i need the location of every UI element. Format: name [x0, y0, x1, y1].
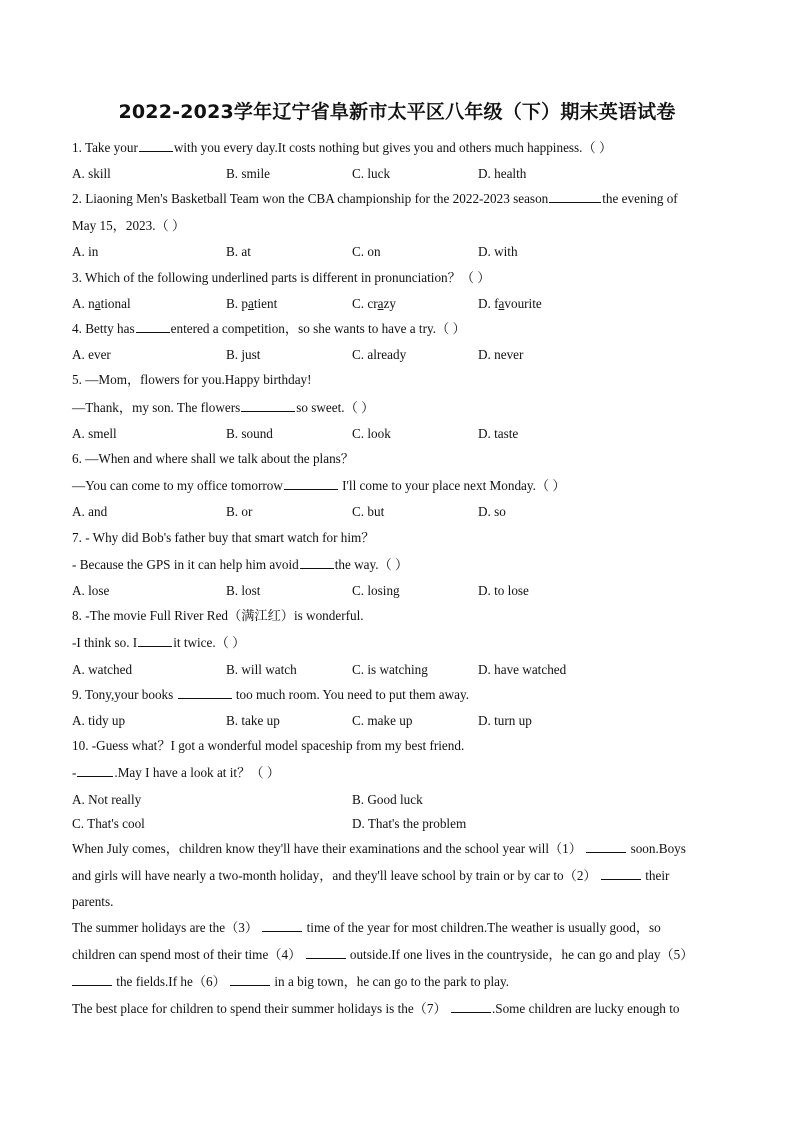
question-text: 4. Betty has: [72, 321, 135, 336]
option-d: D. turn up: [478, 713, 532, 728]
passage-line: and girls will have nearly a two-month holiday，and they'll leave school by train or by car to（2） their: [72, 868, 670, 883]
question-1: [72, 140, 612, 156]
answer-blank: [284, 478, 338, 490]
question-text: —Thank，my son. The flowers: [72, 400, 241, 415]
question-2-line2: May 15，2023.（ ）: [72, 218, 186, 233]
question-text: 9. Tony,your books: [72, 687, 174, 702]
question-text: 1. Take your: [72, 140, 138, 155]
option-a: A. smell: [72, 426, 117, 441]
question-3: 3. Which of the following underlined parts is different in pronunciation？（ ）: [72, 270, 491, 285]
option-d: D. taste: [478, 426, 519, 441]
option-a: A. national: [72, 296, 131, 311]
option-a: A. in: [72, 244, 99, 259]
passage-line: When July comes，children know they'll have their examinations and the school year will（1） soon.Boys: [72, 841, 686, 856]
question-text: - Because the GPS in it can help him avoid: [72, 557, 299, 572]
underlined-letter: a: [94, 296, 101, 311]
question-6: 6. —When and where shall we talk about the plans？: [72, 451, 354, 466]
option-d: D. favourite: [478, 296, 542, 311]
answer-blank: [262, 920, 302, 932]
option-c: C. look: [352, 426, 391, 441]
option-c: C. losing: [352, 583, 400, 598]
question-8-line2: [72, 635, 245, 651]
question-text: I'll come to your place next Monday.（ ）: [338, 478, 566, 493]
answer-blank: [601, 868, 641, 880]
answer-blank: [136, 321, 170, 333]
option-d: D. have watched: [478, 662, 567, 677]
question-text: entered a competition，so she wants to have a try.（ ）: [170, 321, 466, 336]
question-5: 5. —Mom，flowers for you.Happy birthday!: [72, 372, 312, 387]
option-d: D. so: [478, 504, 506, 519]
answer-blank: [139, 140, 173, 152]
answer-blank: [549, 191, 601, 203]
question-text: with you every day.It costs nothing but gives you and others much happiness.（ ）: [173, 140, 613, 155]
option-c: C. is watching: [352, 662, 428, 677]
option-b: B. smile: [226, 166, 270, 181]
answer-blank: [230, 974, 270, 986]
passage-line: The best place for children to spend their summer holidays is the（7） .Some children are lucky enough to: [72, 1001, 680, 1016]
option-c: C. on: [352, 244, 381, 259]
answer-blank: [306, 947, 346, 959]
question-7: 7. - Why did Bob's father buy that smart watch for him？: [72, 530, 375, 545]
option-d: D. That's the problem: [352, 816, 467, 831]
option-a: A. and: [72, 504, 108, 519]
option-d: D. never: [478, 347, 524, 362]
question-text: 2. Liaoning Men's Basketball Team won the CBA championship for the 2022-2023 season: [72, 191, 549, 206]
option-b: B. sound: [226, 426, 273, 441]
option-a: A. Not really: [72, 792, 142, 807]
passage-line: The summer holidays are the（3） time of the year for most children.The weather is usually good，so: [72, 920, 661, 935]
answer-blank: [241, 400, 295, 412]
option-a: A. ever: [72, 347, 111, 362]
question-7-line2: [72, 557, 408, 573]
question-10-line2: [72, 765, 280, 781]
option-c: C. but: [352, 504, 385, 519]
option-b: B. just: [226, 347, 261, 362]
answer-blank: [72, 974, 112, 986]
question-4: [72, 321, 466, 337]
option-a: A. watched: [72, 662, 133, 677]
question-2: [72, 191, 678, 207]
option-b: B. will watch: [226, 662, 297, 677]
underlined-letter: a: [498, 296, 505, 311]
option-c: C. make up: [352, 713, 413, 728]
option-c: C. luck: [352, 166, 391, 181]
question-5-line2: [72, 400, 374, 416]
answer-blank: [77, 765, 113, 777]
option-b: B. lost: [226, 583, 261, 598]
question-text: —You can come to my office tomorrow: [72, 478, 283, 493]
option-c: C. already: [352, 347, 407, 362]
question-text: it twice.（ ）: [173, 635, 246, 650]
option-a: A. skill: [72, 166, 111, 181]
option-d: D. to lose: [478, 583, 529, 598]
question-text: so sweet.（ ）: [296, 400, 375, 415]
option-c: C. crazy: [352, 296, 396, 311]
answer-blank: [138, 635, 172, 647]
option-c: C. That's cool: [72, 816, 145, 831]
underlined-letter: a: [377, 296, 384, 311]
option-d: D. health: [478, 166, 527, 181]
question-9: [72, 687, 469, 703]
option-b: B. or: [226, 504, 253, 519]
option-b: B. take up: [226, 713, 280, 728]
question-text: too much room. You need to put them away.: [232, 687, 470, 702]
question-8: 8. -The movie Full River Red（满江红）is wonderful.: [72, 608, 364, 623]
passage-line: the fields.If he（6） in a big town，he can go to the park to play.: [72, 974, 509, 990]
option-a: A. lose: [72, 583, 110, 598]
question-text: .May I have a look at it？（ ）: [114, 765, 280, 780]
option-b: B. Good luck: [352, 792, 423, 807]
option-d: D. with: [478, 244, 518, 259]
question-text: the way.（ ）: [334, 557, 409, 572]
underlined-letter: a: [247, 296, 254, 311]
question-text: the evening of: [602, 191, 678, 206]
question-text: -I think so. I: [72, 635, 138, 650]
answer-blank: [300, 557, 334, 569]
answer-blank: [178, 687, 232, 699]
option-a: A. tidy up: [72, 713, 126, 728]
question-text: -: [72, 765, 77, 780]
option-b: B. at: [226, 244, 251, 259]
question-10: 10. -Guess what？I got a wonderful model spaceship from my best friend.: [72, 738, 465, 753]
passage-line: parents.: [72, 894, 114, 909]
page-title: 2022-2023学年辽宁省阜新市太平区八年级（下）期末英语试卷: [118, 101, 676, 123]
option-b: B. patient: [226, 296, 278, 311]
passage-line: children can spend most of their time（4） outside.If one lives in the countryside，he can go and play（5）: [72, 947, 694, 962]
answer-blank: [586, 841, 626, 853]
answer-blank: [451, 1001, 491, 1013]
question-6-line2: [72, 478, 566, 494]
